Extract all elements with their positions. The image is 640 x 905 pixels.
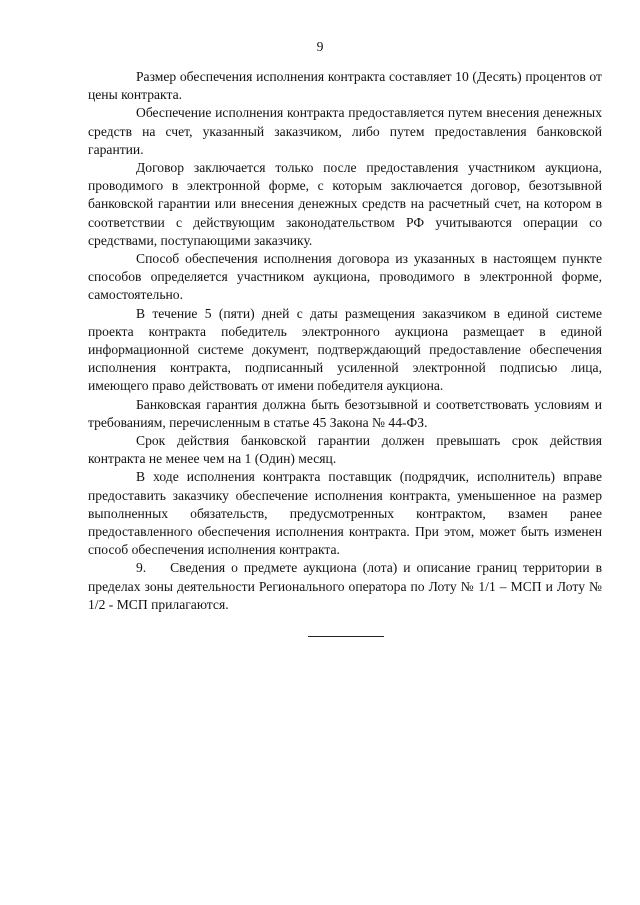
end-divider-line bbox=[308, 636, 384, 637]
paragraph-guarantee-term: Срок действия банковской гарантии должен превышать срок действия контракта не менее чем на 1 (Один) месяц. bbox=[88, 433, 602, 467]
page-number: 9 bbox=[316, 39, 324, 54]
document-body bbox=[88, 68, 602, 614]
paragraph-five-days: В течение 5 (пяти) дней с даты размещения заказчиком в единой системе проекта контракта победитель электронного аукциона размещает в единой информационной системе документ, подтверждающий предоставление обеспечения исполнения контракта, подписанный усиленной электронной подписью лица, имеющего право действовать от имени победителя аукциона. bbox=[88, 305, 602, 394]
paragraph-security-amount: Размер обеспечения исполнения контракта составляет 10 (Десять) процентов от цены контракта. bbox=[88, 69, 602, 103]
paragraph-reduced-security: В ходе исполнения контракта поставщик (подрядчик, исполнитель) вправе предоставить заказчику обеспечение исполнения контракта, уменьшенное на размер выполненных обязательств, предусмотренных контрактом, взамен ранее предоставленного обеспечения исполнения контракта. При этом, может быть изменен способ обеспечения исполнения контракта. bbox=[88, 469, 602, 558]
paragraph-bank-guarantee: Банковская гарантия должна быть безотзывной и соответствовать условиям и требованиям, перечисленным в статье 45 Закона № 44-ФЗ. bbox=[88, 396, 602, 430]
paragraph-security-method: Обеспечение исполнения контракта предоставляется путем внесения денежных средств на счет, указанный заказчиком, либо путем предоставления банковской гарантии. bbox=[88, 105, 602, 157]
paragraph-method-choice: Способ обеспечения исполнения договора из указанных в настоящем пункте способов определяется участником аукциона, проводимого в электронной форме, самостоятельно. bbox=[88, 251, 602, 303]
paragraph-item-9: 9. Сведения о предмете аукциона (лота) и описание границ территории в пределах зоны деятельности Регионального оператора по Лоту № 1/1 – МСП и Лоту № 1/2 - МСП прилагаются. bbox=[88, 560, 602, 612]
paragraph-contract-conclusion: Договор заключается только после предоставления участником аукциона, проводимого в электронной форме, с которым заключается договор, безотзывной банковской гарантии или внесения денежных средств на расчетный счет, на котором в соответствии с действующим законодательством РФ учитываются операции со средствами, поступающими заказчику. bbox=[88, 160, 602, 248]
